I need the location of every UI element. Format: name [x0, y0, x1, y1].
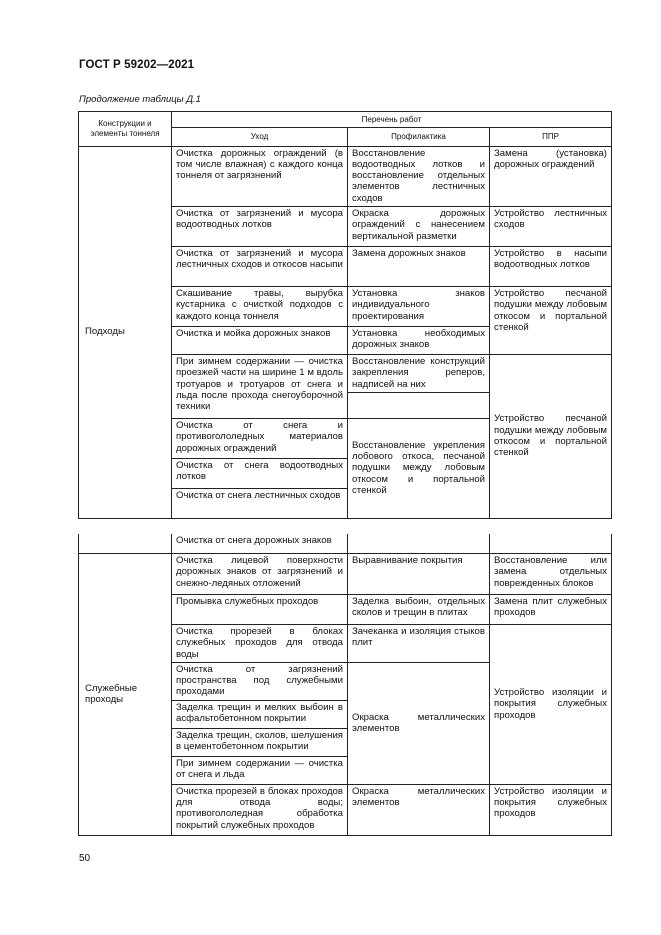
table-row [79, 554, 612, 595]
group-approaches: Подходы [79, 146, 172, 518]
care-cell: Очистка от загрязнений пространства под служебными проходами [172, 662, 348, 700]
care-cell: Заделка трещин и мелких выбоин в асфальтобетонном покрытии [172, 700, 348, 728]
prevention-cell: Окраска дорожных ограждений с нанесением вертикальной разметки [348, 206, 490, 246]
header-constructions: Конструкции и элементы тоннеля [79, 112, 172, 147]
prevention-cell: Восстановление водоотводных лотков и восстановление отдельных элементов лестничных сходов [348, 146, 490, 206]
ppr-cell: Устройство изоляции и покрытия служебных проходов [490, 625, 612, 785]
ppr-cell-tail [490, 534, 612, 554]
care-cell: Очистка от загрязнений и мусора водоотводных лотков [172, 206, 348, 246]
care-cell: Очистка от снега водоотводных лотков [172, 458, 348, 488]
ppr-cell: Устройство изоляции и покрытия служебных проходов [490, 784, 612, 835]
prevention-cell: Замена дорожных знаков [348, 246, 490, 286]
prevention-cell: Восстановление укрепления лобового откоса, песчаной подушки между лобовым откосом и портальной стенкой [348, 418, 490, 518]
care-cell: Очистка и мойка дорожных знаков [172, 326, 348, 354]
works-table-continued [78, 534, 612, 836]
care-cell: При зимнем содержании — очистка проезжей части на ширине 1 м вдоль тротуаров и тротуаров от снега и льда после прохода снегоуборочной техники [172, 354, 348, 418]
care-cell: При зимнем содержании — очистка от снега и льда [172, 756, 348, 784]
care-cell: Заделка трещин, сколов, шелушения в цементобетонном покрытии [172, 728, 348, 756]
prevention-cell [348, 392, 490, 418]
prevention-cell: Восстановление конструкций закрепления реперов, надписей на них [348, 354, 490, 392]
prevention-cell: Установка знаков индивидуального проектирования [348, 286, 490, 326]
prevention-cell: Зачеканка и изоляция стыков плит [348, 625, 490, 663]
group-walkways: Служебные проходы [79, 554, 172, 836]
works-table [78, 111, 612, 519]
ppr-cell: Устройство песчаной подушки между лобовым откосом и портальной стенкой [490, 286, 612, 354]
prevention-cell: Окраска металлических элементов [348, 662, 490, 784]
header-ppr: ППР [490, 127, 612, 146]
care-cell: Очистка от снега дорожных знаков [172, 534, 348, 554]
table-row [79, 534, 612, 554]
header-works-list: Перечень работ [172, 112, 612, 128]
page-number: 50 [79, 853, 91, 864]
ppr-cell: Устройство лестничных сходов [490, 206, 612, 246]
ppr-cell: Восстановление или замена отдельных поврежденных блоков [490, 554, 612, 595]
ppr-cell: Замена (установка) дорожных ограждений [490, 146, 612, 206]
header-prevention: Профилактика [348, 127, 490, 146]
care-cell: Очистка лицевой поверхности дорожных знаков от загрязнений и снежно-ледяных отложений [172, 554, 348, 595]
table-caption: Продолжение таблицы Д.1 [79, 94, 201, 105]
care-cell: Очистка от загрязнений и мусора лестничных сходов и откосов насыпи [172, 246, 348, 286]
care-cell: Очистка от снега лестничных сходов [172, 488, 348, 518]
table-row [79, 146, 612, 206]
prevention-cell: Окраска металлических элементов [348, 784, 490, 835]
group-approaches-tail [79, 534, 172, 554]
table-header-row [79, 112, 612, 128]
care-cell: Очистка дорожных ограждений (в том числе влажная) с каждого конца тоннеля от загрязнений [172, 146, 348, 206]
prevention-cell: Установка необходимых дорожных знаков [348, 326, 490, 354]
ppr-cell: Замена плит служебных проходов [490, 595, 612, 625]
ppr-cell: Устройство песчаной подушки между лобовым откосом и портальной стенкой [490, 354, 612, 518]
care-cell: Скашивание травы, вырубка кустарника с очисткой подходов с каждого конца тоннеля [172, 286, 348, 326]
prevention-cell: Заделка выбоин, отдельных сколов и трещин в плитах [348, 595, 490, 625]
care-cell: Очистка от снега и противогололедных материалов дорожных ограждений [172, 418, 348, 458]
care-cell: Очистка прорезей в блоках служебных проходов для отвода воды [172, 625, 348, 663]
document-standard: ГОСТ Р 59202—2021 [79, 59, 195, 71]
prevention-cell-tail [348, 534, 490, 554]
care-cell: Промывка служебных проходов [172, 595, 348, 625]
ppr-cell: Устройство в насыпи водоотводных лотков [490, 246, 612, 286]
prevention-cell: Выравнивание покрытия [348, 554, 490, 595]
care-cell: Очистка прорезей в блоках проходов для отвода воды; противогололедная обработка покрытий служебных проходов [172, 784, 348, 835]
header-care: Уход [172, 127, 348, 146]
